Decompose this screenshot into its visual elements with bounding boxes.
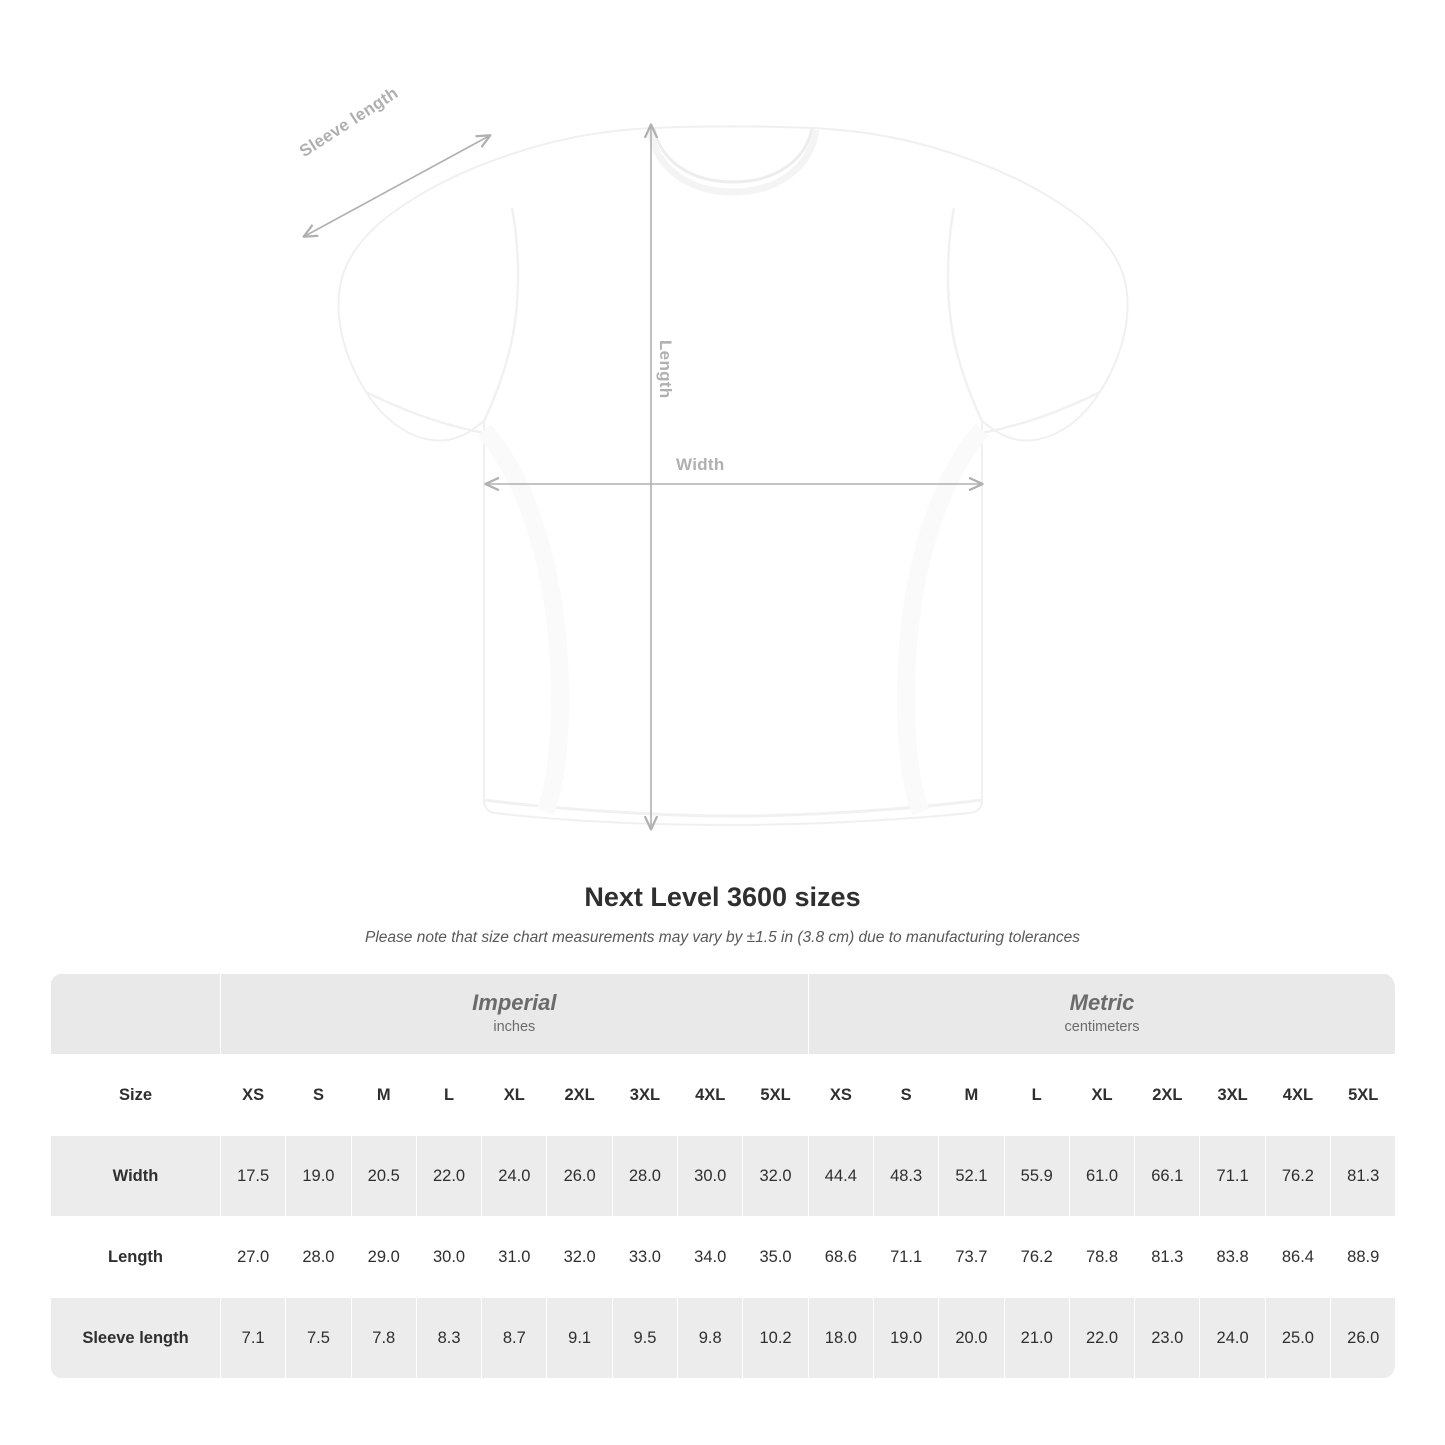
cell-width-imperial-s: 19.0 xyxy=(286,1136,351,1217)
cell-length-metric-m: 73.7 xyxy=(939,1217,1004,1298)
cell-width-metric-2xl: 66.1 xyxy=(1135,1136,1200,1217)
cell-length-metric-l: 76.2 xyxy=(1004,1217,1069,1298)
cell-width-imperial-l: 22.0 xyxy=(416,1136,481,1217)
cell-length-imperial-xl: 31.0 xyxy=(482,1217,547,1298)
cell-width-metric-m: 52.1 xyxy=(939,1136,1004,1217)
size-cell-imperial-5xl: 5XL xyxy=(743,1055,808,1136)
row-label-length: Length xyxy=(51,1217,221,1298)
cell-width-metric-4xl: 76.2 xyxy=(1265,1136,1330,1217)
cell-sleeve-imperial-l: 8.3 xyxy=(416,1298,481,1379)
size-cell-imperial-xl: XL xyxy=(482,1055,547,1136)
size-cell-metric-3xl: 3XL xyxy=(1200,1055,1265,1136)
cell-length-metric-xs: 68.6 xyxy=(808,1217,873,1298)
size-cell-imperial-xs: XS xyxy=(221,1055,286,1136)
size-cell-imperial-3xl: 3XL xyxy=(612,1055,677,1136)
cell-sleeve-imperial-2xl: 9.1 xyxy=(547,1298,612,1379)
unit-header-imperial xyxy=(221,974,809,1055)
size-cell-imperial-l: L xyxy=(416,1055,481,1136)
unit-sub-metric: centimeters xyxy=(1064,1019,1140,1036)
size-cell-metric-l: L xyxy=(1004,1055,1069,1136)
size-cell-metric-4xl: 4XL xyxy=(1265,1055,1330,1136)
cell-length-imperial-xs: 27.0 xyxy=(221,1217,286,1298)
title-block xyxy=(0,882,1445,947)
cell-length-imperial-l: 30.0 xyxy=(416,1217,481,1298)
row-label-width: Width xyxy=(51,1136,221,1217)
cell-sleeve-metric-5xl: 26.0 xyxy=(1331,1298,1395,1379)
cell-sleeve-metric-s: 19.0 xyxy=(873,1298,938,1379)
size-cell-metric-2xl: 2XL xyxy=(1135,1055,1200,1136)
size-header-row xyxy=(51,1055,1396,1136)
cell-length-imperial-2xl: 32.0 xyxy=(547,1217,612,1298)
cell-length-metric-5xl: 88.9 xyxy=(1331,1217,1395,1298)
cell-length-imperial-s: 28.0 xyxy=(286,1217,351,1298)
cell-length-imperial-m: 29.0 xyxy=(351,1217,416,1298)
size-table xyxy=(50,973,1395,1379)
cell-width-metric-xl: 61.0 xyxy=(1069,1136,1134,1217)
cell-width-imperial-2xl: 26.0 xyxy=(547,1136,612,1217)
size-row-label: Size xyxy=(51,1055,221,1136)
tshirt-shape xyxy=(338,127,1127,826)
table-row xyxy=(51,1217,1396,1298)
unit-name-metric: Metric xyxy=(1069,989,1135,1015)
cell-sleeve-imperial-5xl: 10.2 xyxy=(743,1298,808,1379)
size-cell-metric-m: M xyxy=(939,1055,1004,1136)
size-cell-imperial-s: S xyxy=(286,1055,351,1136)
cell-sleeve-imperial-s: 7.5 xyxy=(286,1298,351,1379)
cell-sleeve-imperial-xs: 7.1 xyxy=(221,1298,286,1379)
cell-width-metric-xs: 44.4 xyxy=(808,1136,873,1217)
cell-sleeve-metric-3xl: 24.0 xyxy=(1200,1298,1265,1379)
cell-width-metric-5xl: 81.3 xyxy=(1331,1136,1395,1217)
cell-length-imperial-3xl: 33.0 xyxy=(612,1217,677,1298)
cell-sleeve-metric-xs: 18.0 xyxy=(808,1298,873,1379)
cell-length-metric-4xl: 86.4 xyxy=(1265,1217,1330,1298)
table-row xyxy=(51,1298,1396,1379)
length-label: Length xyxy=(656,340,675,399)
size-cell-metric-5xl: 5XL xyxy=(1331,1055,1395,1136)
cell-width-imperial-4xl: 30.0 xyxy=(678,1136,743,1217)
tolerance-note: Please note that size chart measurements may vary by ±1.5 in (3.8 cm) due to manufacturing tolerances xyxy=(365,929,1080,946)
cell-width-imperial-3xl: 28.0 xyxy=(612,1136,677,1217)
cell-length-imperial-4xl: 34.0 xyxy=(678,1217,743,1298)
size-cell-metric-xs: XS xyxy=(808,1055,873,1136)
cell-sleeve-imperial-xl: 8.7 xyxy=(482,1298,547,1379)
size-cell-metric-s: S xyxy=(873,1055,938,1136)
unit-header-metric xyxy=(808,974,1395,1055)
cell-length-metric-3xl: 83.8 xyxy=(1200,1217,1265,1298)
table-row xyxy=(51,1136,1396,1217)
cell-width-metric-l: 55.9 xyxy=(1004,1136,1069,1217)
cell-length-metric-s: 71.1 xyxy=(873,1217,938,1298)
size-cell-imperial-2xl: 2XL xyxy=(547,1055,612,1136)
cell-width-imperial-xs: 17.5 xyxy=(221,1136,286,1217)
size-cell-metric-xl: XL xyxy=(1069,1055,1134,1136)
cell-width-imperial-xl: 24.0 xyxy=(482,1136,547,1217)
unit-name-imperial: Imperial xyxy=(472,989,557,1015)
sleeve-length-label: Sleeve length xyxy=(296,83,402,161)
row-label-sleeve-length: Sleeve length xyxy=(51,1298,221,1379)
cell-sleeve-metric-4xl: 25.0 xyxy=(1265,1298,1330,1379)
size-cell-imperial-4xl: 4XL xyxy=(678,1055,743,1136)
cell-sleeve-metric-m: 20.0 xyxy=(939,1298,1004,1379)
unit-sub-imperial: inches xyxy=(493,1019,536,1036)
cell-length-metric-xl: 78.8 xyxy=(1069,1217,1134,1298)
cell-sleeve-metric-2xl: 23.0 xyxy=(1135,1298,1200,1379)
cell-length-metric-2xl: 81.3 xyxy=(1135,1217,1200,1298)
size-table-wrapper xyxy=(50,973,1395,1379)
cell-sleeve-metric-xl: 22.0 xyxy=(1069,1298,1134,1379)
page-title: Next Level 3600 sizes xyxy=(584,882,861,912)
cell-sleeve-metric-l: 21.0 xyxy=(1004,1298,1069,1379)
cell-sleeve-imperial-m: 7.8 xyxy=(351,1298,416,1379)
size-cell-imperial-m: M xyxy=(351,1055,416,1136)
table-corner-cell xyxy=(51,974,221,1055)
cell-length-imperial-5xl: 35.0 xyxy=(743,1217,808,1298)
width-label: Width xyxy=(676,455,725,474)
cell-width-metric-s: 48.3 xyxy=(873,1136,938,1217)
cell-width-imperial-5xl: 32.0 xyxy=(743,1136,808,1217)
cell-width-imperial-m: 20.5 xyxy=(351,1136,416,1217)
cell-sleeve-imperial-4xl: 9.8 xyxy=(678,1298,743,1379)
cell-width-metric-3xl: 71.1 xyxy=(1200,1136,1265,1217)
unit-header-row xyxy=(51,974,1396,1055)
cell-sleeve-imperial-3xl: 9.5 xyxy=(612,1298,677,1379)
